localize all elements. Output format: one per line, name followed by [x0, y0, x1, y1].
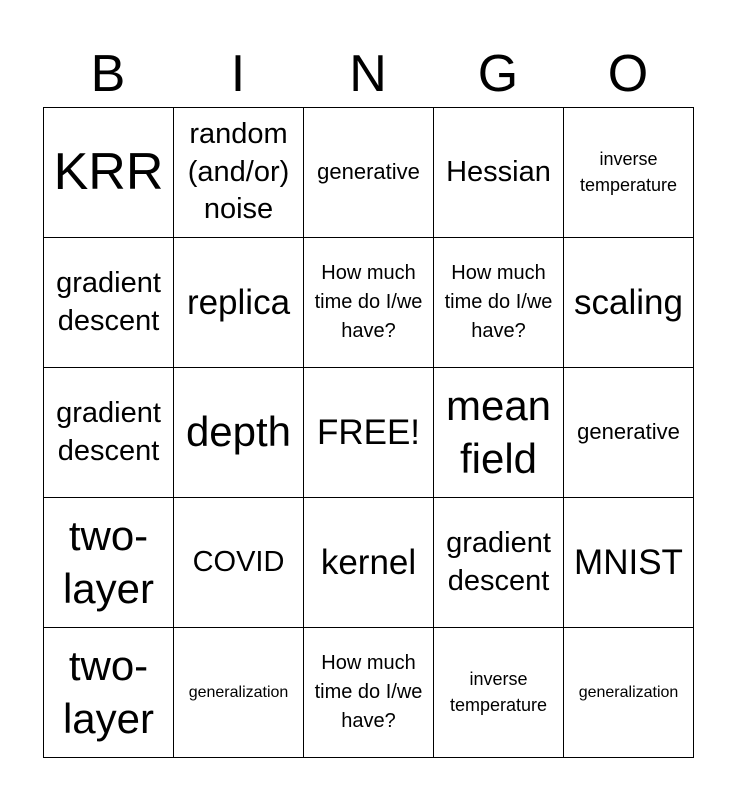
cell-label: Hessian	[446, 155, 551, 188]
header-letter-b: B	[90, 45, 126, 103]
cell-label: mean field	[445, 382, 552, 482]
cell-label: random (and/or) noise	[187, 117, 290, 226]
cell-label: generative	[317, 159, 420, 185]
header-letter-o: O	[607, 45, 649, 103]
cell-label: How much time do I/we have?	[314, 652, 423, 732]
bingo-cell-r4-c2[interactable]	[174, 498, 304, 628]
bingo-cell-r5-c3[interactable]	[304, 628, 434, 758]
cell-label: replica	[186, 282, 291, 322]
bingo-cell-r2-c5[interactable]	[564, 238, 694, 368]
cell-label: gradient descent	[56, 396, 161, 467]
bingo-cell-r1-c1[interactable]	[44, 108, 174, 238]
bingo-board	[43, 107, 694, 758]
cell-label: gradient descent	[56, 266, 161, 337]
cell-label: COVID	[192, 545, 285, 578]
bingo-cell-r2-c3[interactable]	[304, 238, 434, 368]
cell-label: generative	[577, 419, 680, 445]
bingo-cell-r4-c4[interactable]	[434, 498, 564, 628]
cell-label: KRR	[53, 142, 164, 201]
bingo-cell-r5-c4[interactable]	[434, 628, 564, 758]
bingo-cell-r2-c4[interactable]	[434, 238, 564, 368]
cell-label: How much time do I/we have?	[444, 262, 553, 342]
cell-label: two-layer	[62, 642, 155, 742]
cell-label: FREE!	[316, 412, 421, 452]
cell-label: scaling	[574, 282, 683, 322]
bingo-cell-r3-c3[interactable]	[304, 368, 434, 498]
bingo-cell-r4-c5[interactable]	[564, 498, 694, 628]
bingo-cell-r4-c3[interactable]	[304, 498, 434, 628]
bingo-cell-r1-c5[interactable]	[564, 108, 694, 238]
header-letter-i: I	[230, 45, 246, 103]
cell-label: kernel	[320, 542, 417, 582]
bingo-cell-r2-c2[interactable]	[174, 238, 304, 368]
cell-label: two-layer	[62, 512, 155, 612]
bingo-cell-r3-c4[interactable]	[434, 368, 564, 498]
bingo-cell-r1-c4[interactable]	[434, 108, 564, 238]
bingo-cell-r5-c5[interactable]	[564, 628, 694, 758]
bingo-cell-r3-c2[interactable]	[174, 368, 304, 498]
cell-label: generalization	[578, 683, 679, 701]
header-letter-g: G	[477, 45, 519, 103]
cell-label: MNIST	[574, 542, 683, 582]
bingo-cell-r5-c2[interactable]	[174, 628, 304, 758]
bingo-cell-r1-c3[interactable]	[304, 108, 434, 238]
cell-label: inverse temperature	[449, 669, 548, 715]
cell-label: inverse temperature	[579, 149, 678, 195]
bingo-header	[43, 40, 693, 108]
cell-label: How much time do I/we have?	[314, 262, 423, 342]
bingo-cell-r4-c1[interactable]	[44, 498, 174, 628]
cell-label: generalization	[188, 683, 289, 701]
bingo-cell-r3-c1[interactable]	[44, 368, 174, 498]
header-letter-n: N	[349, 45, 387, 103]
bingo-cell-r2-c1[interactable]	[44, 238, 174, 368]
bingo-cell-r5-c1[interactable]	[44, 628, 174, 758]
cell-label: gradient descent	[446, 526, 551, 597]
bingo-cell-r3-c5[interactable]	[564, 368, 694, 498]
bingo-cell-r1-c2[interactable]	[174, 108, 304, 238]
cell-label: depth	[185, 408, 292, 456]
